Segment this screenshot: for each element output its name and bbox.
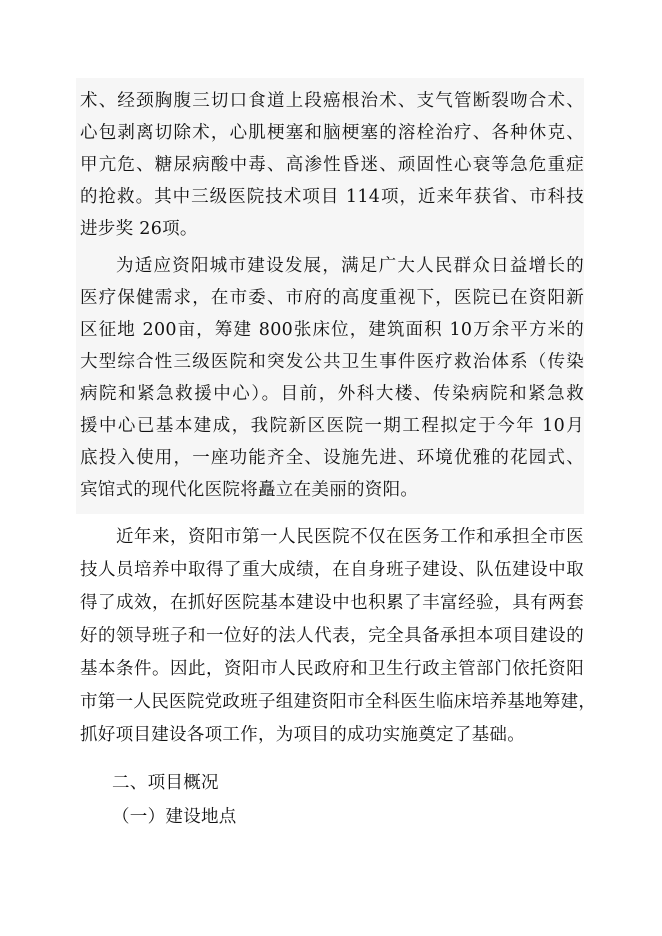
paragraph-3-line-2: 技人员培养中取得了重大成绩，在自身班子建设、队伍建设中取	[80, 560, 584, 580]
section-heading-project-overview: 二、项目概况	[112, 773, 219, 793]
paragraph-3-line-1: 近年来，资阳市第一人民医院不仅在医务工作和承担全市医	[116, 527, 584, 547]
paragraph-1-line-5: 进步奖 26项。	[80, 219, 198, 239]
paragraph-1-line-4: 的抢救。其中三级医院技术项目 114项，近来年获省、市科技	[80, 187, 584, 207]
paragraph-3-line-5: 基本条件。因此，资阳市人民政府和卫生行政主管部门依托资阳	[80, 659, 584, 679]
paragraph-2-line-8: 宾馆式的现代化医院将矗立在美丽的资阳。	[80, 480, 419, 500]
paragraph-1-line-3: 甲亢危、糖尿病酸中毒、高渗性昏迷、顽固性心衰等急危重症	[80, 155, 584, 175]
paragraph-1-line-1: 术、经颈胸腹三切口食道上段癌根治术、支气管断裂吻合术、	[80, 91, 584, 111]
paragraph-1-line-2: 心包剥离切除术，心肌梗塞和脑梗塞的溶栓治疗、各种休克、	[80, 123, 584, 143]
paragraph-2-line-1: 为适应资阳城市建设发展，满足广大人民群众日益增长的	[116, 256, 584, 276]
paragraph-3-line-7: 抓好项目建设各项工作，为项目的成功实施奠定了基础。	[80, 725, 525, 745]
paragraph-3-line-4: 好的领导班子和一位好的法人代表，完全具备承担本项目建设的	[80, 626, 584, 646]
paragraph-3-line-3: 得了成效，在抓好医院基本建设中也积累了丰富经验，具有两套	[80, 593, 584, 613]
subsection-heading-construction-site: （一）建设地点	[112, 807, 237, 827]
paragraph-2-line-7: 底投入使用，一座功能齐全、设施先进、环境优雅的花园式、	[80, 448, 584, 468]
paragraph-2-line-2: 医疗保健需求，在市委、市府的高度重视下，医院已在资阳新	[80, 288, 584, 308]
paragraph-2-line-4: 大型综合性三级医院和突发公共卫生事件医疗救治体系（传染	[80, 352, 584, 372]
paragraph-2-line-3: 区征地 200亩，筹建 800张床位，建筑面积 10万余平方米的	[80, 320, 584, 340]
paragraph-2-line-5: 病院和紧急救援中心）。目前，外科大楼、传染病院和紧急救	[80, 384, 584, 404]
paragraph-3-line-6: 市第一人民医院党政班子组建资阳市全科医生临床培养基地筹建，	[80, 692, 597, 712]
paragraph-2-line-6: 援中心已基本建成，我院新区医院一期工程拟定于今年 10月	[80, 416, 584, 436]
